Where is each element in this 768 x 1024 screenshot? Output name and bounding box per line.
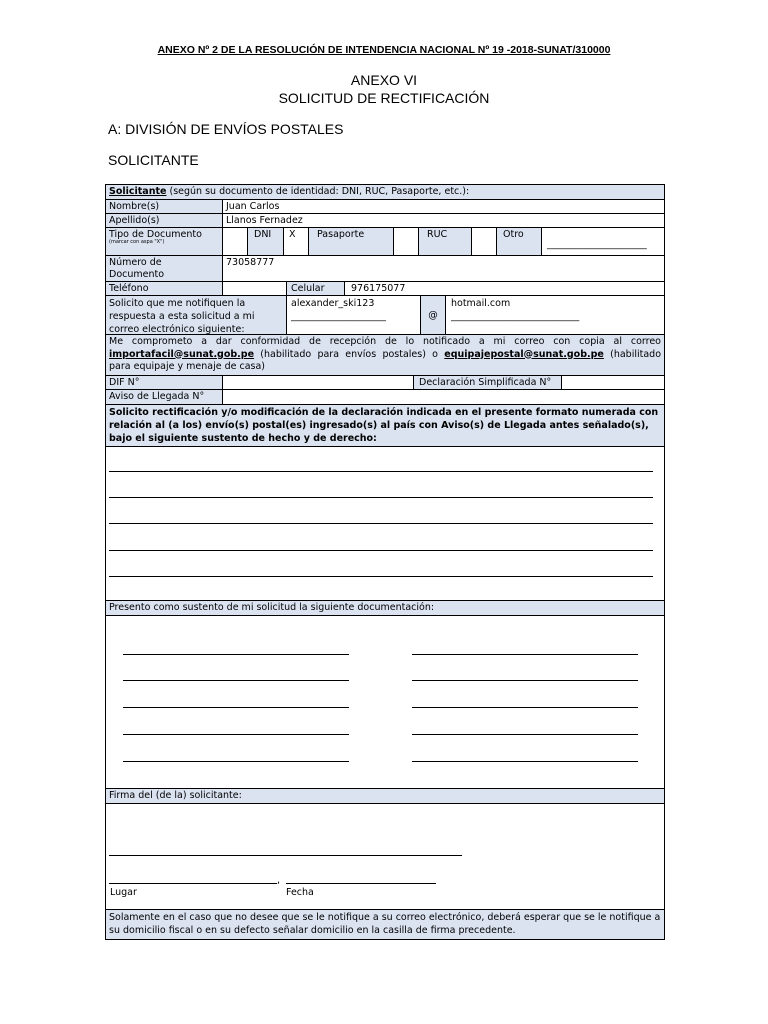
sustento-header-row: [106, 405, 664, 447]
declaracion-label: Declaración Simplificada N°: [414, 376, 562, 389]
sustento-line: [109, 471, 653, 472]
celular-label: Celular: [287, 282, 345, 295]
ruc-label: RUC: [419, 228, 472, 255]
otro-field[interactable]: _____________________: [547, 239, 647, 250]
dni-label: DNI: [248, 228, 284, 255]
solicitante-hint: (según su documento de identidad: DNI, RUC, Pasaporte, etc.):: [166, 186, 470, 197]
sustento-line: [109, 576, 653, 577]
tipo-documento-hint: (marcar con aspa "X"): [109, 239, 165, 245]
sustento-area[interactable]: [106, 447, 664, 601]
annex-title: ANEXO VI: [350, 72, 418, 88]
solicitante-header-row: [106, 185, 664, 200]
firma-header-row: [106, 789, 664, 804]
documentacion-line: [412, 680, 638, 681]
dif-label: DIF N°: [106, 376, 223, 389]
annex-reference: ANEXO Nº 2 DE LA RESOLUCIÓN DE INTENDENCIA NACIONAL Nº 19 -2018-SUNAT/310000: [157, 44, 611, 56]
aviso-row: [106, 390, 664, 405]
solicitante-label: Solicitante: [109, 186, 167, 197]
declaracion-field[interactable]: [562, 376, 664, 389]
aviso-label: Aviso de Llegada N°: [106, 390, 223, 404]
lugar-label: Lugar: [110, 887, 137, 898]
sustento-line: [109, 550, 653, 551]
dif-row: [106, 376, 664, 390]
email-domain-field[interactable]: hotmail.com: [451, 298, 511, 309]
documentacion-line: [412, 654, 638, 655]
section-heading: SOLICITANTE: [108, 152, 199, 168]
celular-field[interactable]: 976175077: [351, 283, 406, 294]
division-heading: A: DIVISIÓN DE ENVÍOS POSTALES: [108, 121, 344, 137]
numero-documento-label: Número de Documento: [106, 256, 223, 281]
tipo-doc-blank-cell: [223, 228, 248, 255]
nota-row: [106, 910, 664, 939]
dif-field[interactable]: [223, 376, 414, 389]
documentacion-line: [412, 734, 638, 735]
telefono-row: [106, 282, 664, 296]
pasaporte-label: Pasaporte: [309, 228, 394, 255]
nombres-row: [106, 200, 664, 214]
sustento-label: Solicito rectificación y/o modificación de la declaración indicada en el presente formato numerada con relación al (a los) envío(s) postal(es) ingresado(s) al país con Aviso(s) de Llegada antes señalado(s), bajo el siguiente sustento de hecho y de derecho:: [109, 407, 659, 444]
tipo-documento-row: [106, 228, 664, 256]
documentacion-line: [412, 761, 638, 762]
nombres-label: Nombre(s): [106, 200, 223, 213]
compromiso-text-1: Me comprometo a dar conformidad de recepción de lo notificado a mi correo con copia al correo: [109, 336, 661, 347]
sustento-line: [109, 497, 653, 498]
pasaporte-checkbox[interactable]: [394, 228, 419, 255]
firma-line: [109, 855, 462, 856]
compromiso-text-3: (habilitado para equipaje y menaje de casa): [109, 348, 662, 372]
apellidos-label: Apellido(s): [106, 214, 223, 227]
documentacion-line: [123, 654, 349, 655]
numero-documento-row: [106, 256, 664, 282]
email-user-blank: ____________________: [291, 311, 386, 322]
otro-label: Otro: [497, 228, 542, 255]
documentacion-line: [123, 761, 349, 762]
sustento-line: [109, 523, 653, 524]
firma-label: Firma del (de la) solicitante:: [109, 790, 242, 801]
aviso-field[interactable]: [223, 390, 664, 404]
fecha-line: [286, 883, 436, 884]
documentacion-line: [412, 707, 638, 708]
dni-checkbox[interactable]: X: [284, 228, 309, 255]
lugar-fecha-comma: ,: [277, 875, 281, 886]
lugar-line: [109, 883, 277, 884]
tipo-documento-label: Tipo de Documento: [109, 229, 202, 240]
document-title: SOLICITUD DE RECTIFICACIÓN: [278, 90, 490, 106]
fecha-label: Fecha: [286, 887, 314, 898]
at-sign-label: @: [421, 296, 446, 334]
nombres-field[interactable]: Juan Carlos: [226, 201, 280, 212]
apellidos-field[interactable]: Llanos Fernadez: [226, 215, 303, 226]
nota-text: Solamente en el caso que no desee que se le notifique a su correo electrónico, deberá esperar que se le notifique a su domicilio fiscal o en su defecto señalar domicilio en la casilla de firma precedente.: [109, 912, 661, 936]
telefono-field[interactable]: [223, 282, 287, 295]
documentacion-header-row: [106, 601, 664, 616]
documentacion-area[interactable]: [106, 616, 664, 789]
firma-area[interactable]: [106, 804, 664, 910]
importafacil-email-link[interactable]: importafacil@sunat.gob.pe: [109, 348, 255, 360]
documentacion-line: [123, 734, 349, 735]
documentacion-label: Presento como sustento de mi solicitud la siguiente documentación:: [109, 602, 435, 613]
ruc-checkbox[interactable]: [472, 228, 497, 255]
notificacion-email-row: [106, 296, 664, 335]
equipajepostal-email-link[interactable]: equipajepostal@sunat.gob.pe: [444, 348, 604, 360]
documentacion-line: [123, 680, 349, 681]
documentacion-line: [123, 707, 349, 708]
numero-documento-field[interactable]: 73058777: [226, 257, 275, 268]
compromiso-row: [106, 335, 664, 376]
email-domain-blank: ___________________________: [451, 311, 580, 322]
apellidos-row: [106, 214, 664, 228]
request-form: [105, 184, 665, 940]
telefono-label: Teléfono: [106, 282, 223, 295]
compromiso-text-2: (habilitado para envíos postales) o: [254, 348, 445, 360]
notificacion-label: Solicito que me notifiquen la respuesta a esta solicitud a mi correo electrónico siguiente:: [106, 296, 287, 334]
email-user-field[interactable]: alexander_ski123: [291, 298, 375, 309]
